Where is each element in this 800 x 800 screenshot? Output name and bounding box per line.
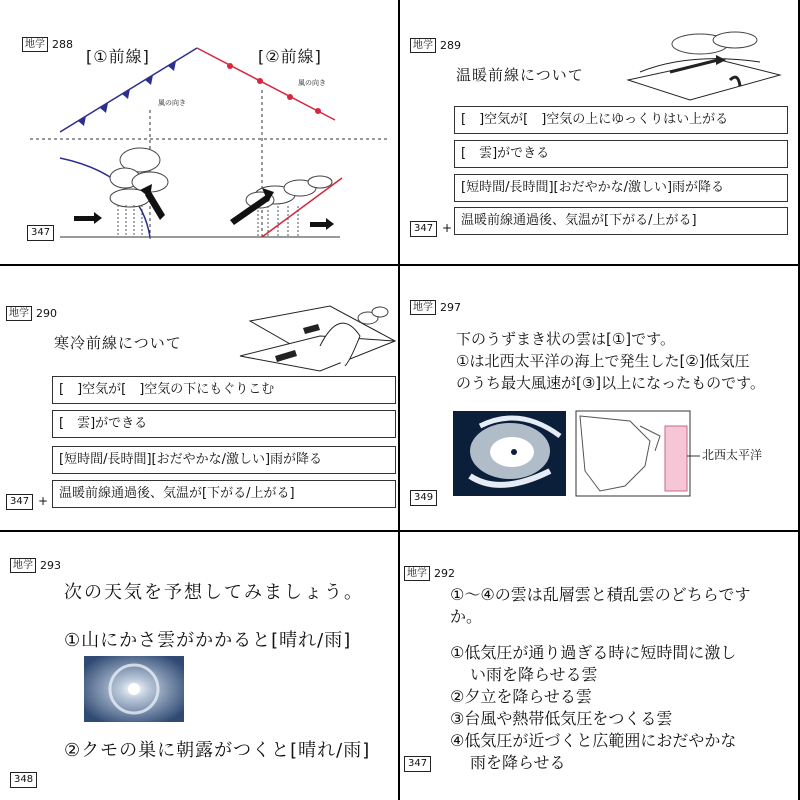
subject-tag: 地学 <box>404 566 430 581</box>
text-line-8: 雨を降らせる <box>470 753 566 772</box>
subject-tag: 地学 <box>410 300 436 315</box>
subject-tag: 地学 <box>6 306 32 321</box>
card-289-warm-front <box>400 0 798 264</box>
card-290-cold-front <box>0 266 398 530</box>
text-line-1: 次の天気を予想してみましょう。 <box>64 582 364 603</box>
subject-tag: 地学 <box>410 38 436 53</box>
card-292-cloud-types <box>400 532 798 800</box>
page-ref: 348 <box>10 772 37 788</box>
text-line-6: ③台風や熱帯低気圧をつくる雲 <box>450 709 673 728</box>
text-line-2: ①は北西太平洋の海上で発生した[②]低気圧 <box>456 352 750 370</box>
page-ref: 347 <box>404 756 431 772</box>
question-row-1: [ ]空気が[ ]空気の上にゆっくりはい上がる <box>454 106 788 134</box>
text-line-2: ①山にかさ雲がかかると[晴れ/雨] <box>64 630 352 651</box>
page-ref: 347 <box>27 225 54 241</box>
card-title: 温暖前線について <box>456 66 584 84</box>
text-line-5: ②夕立を降らせる雲 <box>450 687 592 706</box>
text-line-2: か。 <box>450 607 483 626</box>
text-line-1: ①～④の雲は乱層雲と積乱雲のどちらです <box>450 585 751 604</box>
card-293-weather-prediction <box>0 532 398 800</box>
text-line-3: ②クモの巣に朝露がつくと[晴れ/雨] <box>64 740 371 761</box>
plus-mark: + <box>38 494 49 508</box>
text-line-3: ①低気圧が通り過ぎる時に短時間に激し <box>450 643 737 662</box>
question-row-2: [ 雲]ができる <box>52 410 396 438</box>
card-number: 297 <box>440 301 461 314</box>
front-label-right: [②前線] <box>258 47 322 66</box>
map-label-northwest-pacific: 北西太平洋 <box>702 448 763 462</box>
wind-direction-right: 風の向き <box>298 79 326 87</box>
question-row-3: [短時間/長時間][おだやかな/激しい]雨が降る <box>454 174 788 202</box>
page-ref: 347 <box>6 494 33 510</box>
question-row-3: [短時間/長時間][おだやかな/激しい]雨が降る <box>52 446 396 474</box>
text-line-7: ④低気圧が近づくと広範囲におだやかな <box>450 731 737 750</box>
subject-tag: 地学 <box>22 37 48 52</box>
question-row-4: 温暖前線通過後、気温が[下がる/上がる] <box>454 207 788 235</box>
page-ref: 349 <box>410 490 437 506</box>
question-row-2: [ 雲]ができる <box>454 140 788 168</box>
typhoon-images <box>400 266 798 530</box>
card-header <box>404 566 455 581</box>
text-line-3: のうち最大風速が[③]以上になったものです。 <box>456 374 765 392</box>
card-number: 289 <box>440 39 461 52</box>
text-line-1: 下のうずまき状の雲は[①]です。 <box>456 330 675 348</box>
page-ref: 347 <box>410 221 437 237</box>
card-number: 290 <box>36 307 57 320</box>
subject-tag: 地学 <box>10 558 36 573</box>
card-288-fronts <box>0 0 398 264</box>
front-label-left: [①前線] <box>86 47 150 66</box>
wind-direction-left: 風の向き <box>158 99 186 107</box>
card-number: 293 <box>40 559 61 572</box>
question-row-1: [ ]空気が[ ]空気の下にもぐりこむ <box>52 376 396 404</box>
card-297-typhoon <box>400 266 798 530</box>
question-row-4: 温暖前線通過後、気温が[下がる/上がる] <box>52 480 396 508</box>
front-diagram <box>0 0 398 264</box>
card-number: 288 <box>52 38 73 51</box>
text-line-4: い雨を降らせる雲 <box>470 665 598 684</box>
plus-mark: + <box>442 221 453 235</box>
card-number: 292 <box>434 567 455 580</box>
card-title: 寒冷前線について <box>54 334 182 352</box>
